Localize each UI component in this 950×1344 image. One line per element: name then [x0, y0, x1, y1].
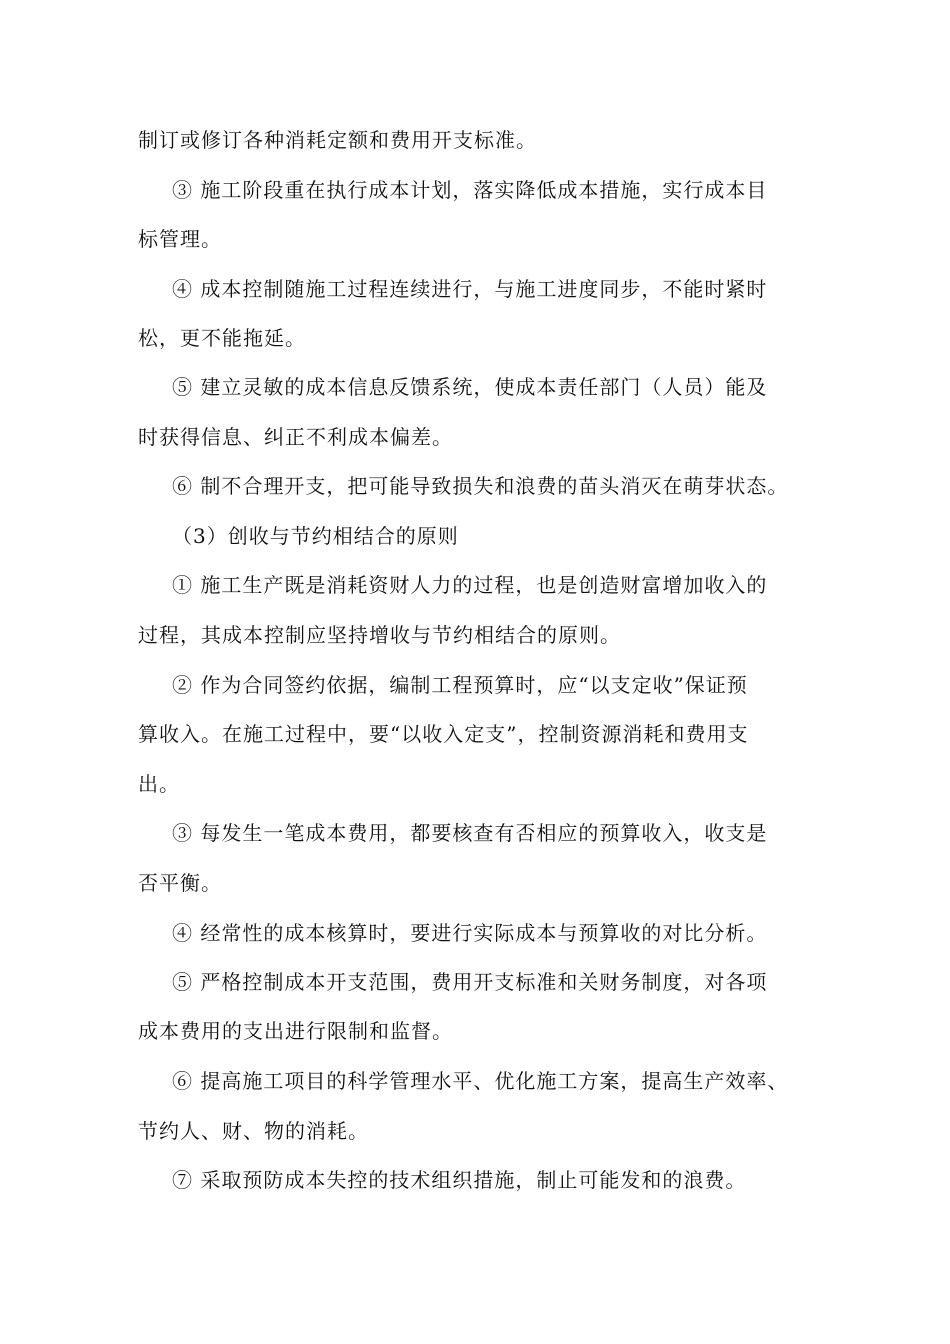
text-line: ⑦ 采取预防成本失控的技术组织措施，制止可能发和的浪费。 [172, 1168, 747, 1192]
text-line: ⑥ 提高施工项目的科学管理水平、优化施工方案，提高生产效率、 [172, 1069, 789, 1093]
text-line: 时获得信息、纠正不利成本偏差。 [138, 425, 453, 449]
text-line: ⑤ 建立灵敏的成本信息反馈系统，使成本责任部门（人员）能及 [172, 375, 768, 399]
text-line: ① 施工生产既是消耗资财人力的过程，也是创造财富增加收入的 [172, 573, 768, 597]
text-line: 过程，其成本控制应坚持增收与节约相结合的原则。 [138, 623, 621, 647]
text-line: ④ 经常性的成本核算时，要进行实际成本与预算收的对比分析。 [172, 921, 768, 945]
text-line: ⑤ 严格控制成本开支范围，费用开支标准和关财务制度，对各项 [172, 970, 768, 994]
text-line: ③ 施工阶段重在执行成本计划，落实降低成本措施，实行成本目 [172, 178, 768, 202]
text-line: 出。 [138, 772, 180, 796]
section-heading: （3）创收与节约相结合的原则 [172, 524, 459, 548]
text-line: 算收入。在施工过程中，要“以收入定支”，控制资源消耗和费用支 [138, 722, 749, 746]
text-line: ⑥ 制不合理开支，把可能导致损失和浪费的苗头消灭在萌芽状态。 [172, 474, 789, 498]
text-line: 制订或修订各种消耗定额和费用开支标准。 [138, 128, 537, 152]
text-line: ③ 每发生一笔成本费用，都要核查有否相应的预算收入，收支是 [172, 821, 768, 845]
text-line: 否平衡。 [138, 871, 222, 895]
text-line: 松，更不能拖延。 [138, 326, 306, 350]
text-line: ④ 成本控制随施工过程连续进行，与施工进度同步，不能时紧时 [172, 277, 768, 301]
text-line: 标管理。 [138, 227, 222, 251]
text-line: 成本费用的支出进行限制和监督。 [138, 1019, 453, 1043]
text-line: 节约人、财、物的消耗。 [138, 1119, 369, 1143]
text-line: ② 作为合同签约依据，编制工程预算时，应“以支定收”保证预 [172, 673, 748, 697]
